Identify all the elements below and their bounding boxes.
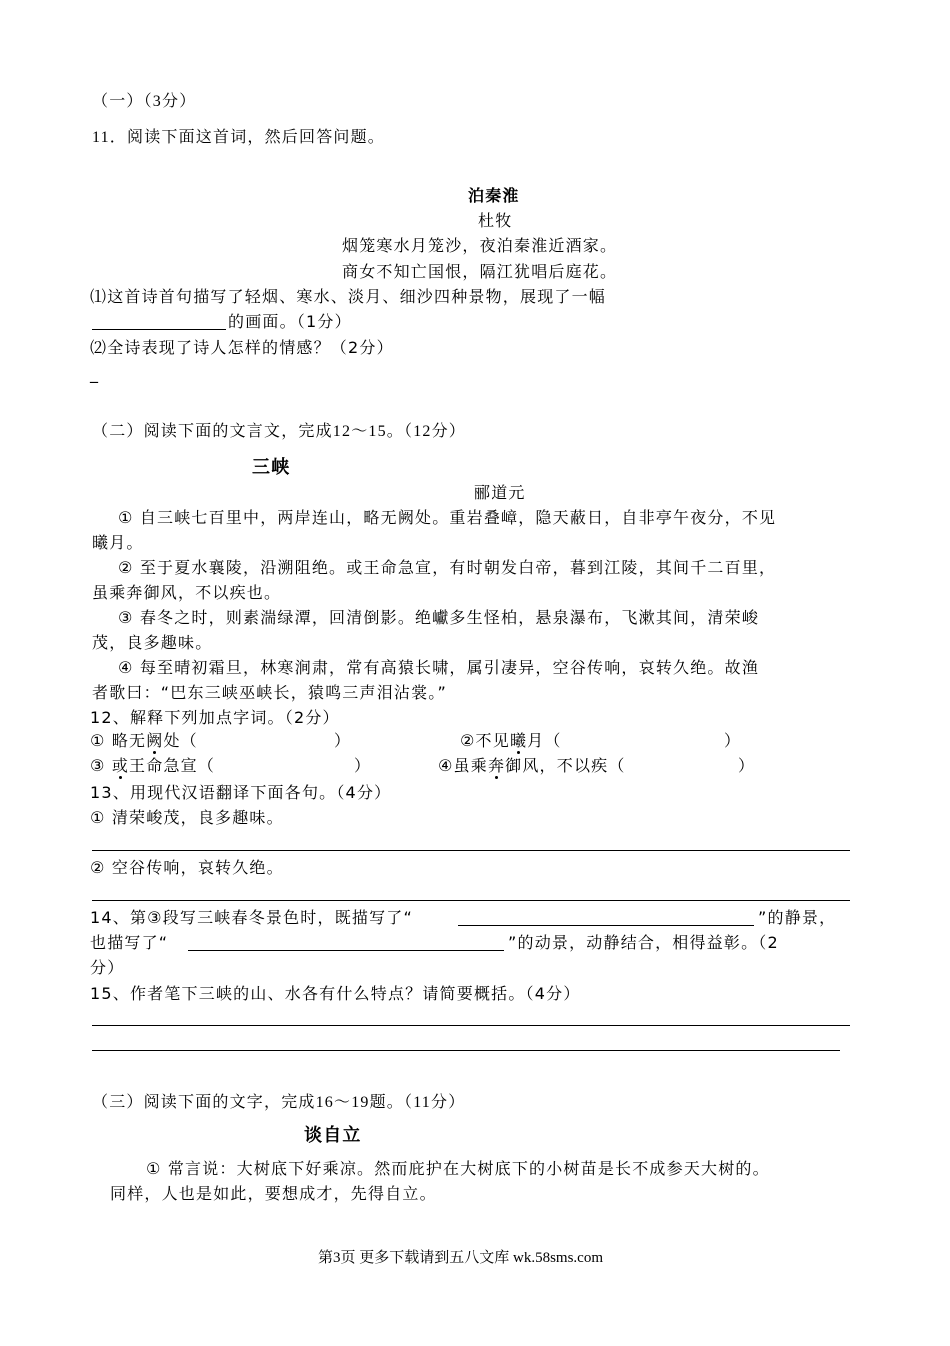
item-suffix: 御风，不以疾（ xyxy=(505,756,626,775)
close-paren: ） xyxy=(354,756,372,775)
question-11-1: ⑴这首诗首句描写了轻烟、寒水、淡月、细沙四种景物，展现了一幅 xyxy=(90,287,607,306)
paragraph-3-line-2: 茂，良多趣味。 xyxy=(92,633,213,652)
question-14-line-2-b: ”的动景，动静结合，相得益彰。（2 xyxy=(508,933,779,952)
question-12-item-2 xyxy=(460,731,562,751)
answer-blank[interactable] xyxy=(92,329,226,330)
paragraph-4-line-2: 者歌曰：“巴东三峡巫峡长，猿鸣三声泪沾裳。” xyxy=(92,683,447,702)
poem-author: 杜牧 xyxy=(478,211,513,230)
question-14-line-3: 分） xyxy=(90,958,125,977)
paragraph-2-line-2: 虽乘奔御风，不以疾也。 xyxy=(92,583,282,602)
dotted-char: 奔 xyxy=(487,756,506,775)
paragraph-4-line-1: ④ 每至晴初霜旦，林寒涧肃，常有高猿长啸，属引凄异，空谷传响，哀转久绝。故渔 xyxy=(118,658,760,677)
answer-line[interactable] xyxy=(92,900,850,901)
question-12-item-4 xyxy=(438,756,626,776)
answer-line[interactable] xyxy=(92,1025,850,1026)
question-12-item-3 xyxy=(90,756,215,776)
passage-title: 三峡 xyxy=(252,457,291,478)
answer-blank[interactable] xyxy=(188,950,504,951)
item-prefix: ① 略无 xyxy=(90,731,147,750)
item-suffix: 处（ xyxy=(163,731,198,750)
close-paren: ） xyxy=(738,756,756,775)
question-14-line-1-b: ”的静景， xyxy=(758,908,837,927)
answer-line[interactable] xyxy=(92,1050,840,1051)
answer-line[interactable] xyxy=(92,850,850,851)
passage-author: 郦道元 xyxy=(474,483,526,502)
passage-title: 谈自立 xyxy=(304,1125,362,1146)
poem-line-1: 烟笼寒水月笼沙，夜泊秦淮近酒家。 xyxy=(342,236,618,255)
answer-blank[interactable] xyxy=(458,925,754,926)
section-header-2: （二）阅读下面的文言文，完成12～15。（12分） xyxy=(92,423,467,440)
question-12-item-1 xyxy=(90,731,198,751)
section-header-1: （一）（3分） xyxy=(92,93,197,110)
paragraph-1-line-1: ① 常言说：大树底下好乘凉。然而庇护在大树底下的小树苗是长不成参天大树的。 xyxy=(146,1159,770,1178)
question-14-line-1-a: 14、第③段写三峡春冬景色时，既描写了“ xyxy=(90,908,413,927)
poem-title: 泊秦淮 xyxy=(468,186,520,205)
dotted-char: 曦 xyxy=(509,731,528,750)
dotted-char: 阙 xyxy=(146,731,164,750)
question-11: 11．阅读下面这首词，然后回答问题。 xyxy=(92,129,386,146)
section-header-3: （三）阅读下面的文字，完成16～19题。（11分） xyxy=(92,1094,466,1111)
item-prefix: ③ xyxy=(90,756,112,775)
question-12: 12、解释下列加点字词。（2分） xyxy=(90,708,340,727)
poem-line-2: 商女不知亡国恨，隔江犹唱后庭花。 xyxy=(342,262,618,281)
item-prefix: ②不见 xyxy=(460,731,510,750)
question-14-line-2-a: 也描写了“ xyxy=(90,933,169,952)
item-suffix: 王命急宣（ xyxy=(129,756,216,775)
question-15: 15、作者笔下三峡的山、水各有什么特点？请简要概括。（4分） xyxy=(90,984,581,1003)
dotted-char: 或 xyxy=(111,756,130,775)
paragraph-2-line-1: ② 至于夏水襄陵，沿溯阻绝。或王命急宣，有时朝发白帝，暮到江陵，其间千二百里， xyxy=(118,558,777,577)
close-paren: ） xyxy=(724,731,742,750)
question-13-1: ① 清荣峻茂，良多趣味。 xyxy=(90,808,284,827)
close-paren: ） xyxy=(334,731,352,750)
page-footer: 第3页 更多下载请到五八文库 wk.58sms.com xyxy=(318,1250,604,1266)
question-11-2: ⑵全诗表现了诗人怎样的情感？（2分） xyxy=(90,338,394,357)
question-13-2: ② 空谷传响，哀转久绝。 xyxy=(90,858,284,877)
paragraph-1-line-2: 同样，人也是如此，要想成才，先得自立。 xyxy=(110,1184,437,1203)
question-13: 13、用现代汉语翻译下面各句。（4分） xyxy=(90,783,392,802)
item-suffix: 月（ xyxy=(527,731,562,750)
paragraph-1-line-1: ① 自三峡七百里中，两岸连山，略无阙处。重岩叠嶂，隐天蔽日，自非亭午夜分，不见 xyxy=(118,508,777,527)
paragraph-1-line-2: 曦月。 xyxy=(92,533,144,552)
answer-mark: _ xyxy=(90,364,100,383)
paragraph-3-line-1: ③ 春冬之时，则素湍绿潭，回清倒影。绝巘多生怪柏，悬泉瀑布，飞漱其间，清荣峻 xyxy=(118,608,760,627)
question-11-1-cont: 的画面。（1分） xyxy=(228,312,352,331)
item-prefix: ④虽乘 xyxy=(438,756,488,775)
